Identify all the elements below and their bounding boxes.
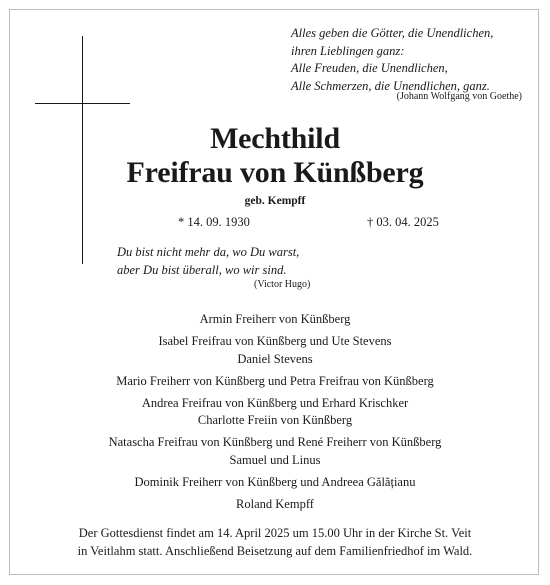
funeral-notice-line: Der Gottesdienst findet am 14. April 2025 um 15.00 Uhr in der Kirche St. Veit (78, 526, 472, 540)
mourner-line: Samuel und Linus (229, 452, 321, 467)
mourners-list (0, 311, 550, 518)
cross-horizontal-bar (35, 103, 130, 104)
hugo-quote (117, 244, 377, 279)
maiden-name: geb. Kempff (244, 195, 306, 207)
goethe-quote (291, 25, 531, 95)
goethe-quote-line: Alles geben die Götter, die Unendlichen, (291, 26, 494, 40)
funeral-notice (0, 525, 550, 560)
mourner-line: Daniel Stevens (237, 351, 313, 366)
deceased-first-name: Mechthild (210, 122, 340, 155)
goethe-attribution: (Johann Wolfgang von Goethe) (396, 91, 522, 102)
birth-date: * 14. 09. 1930 (178, 215, 250, 229)
mourner-line: Natascha Freifrau von Künßberg und René Freiherr von Künßberg (108, 435, 442, 449)
hugo-quote-line: Du bist nicht mehr da, wo Du warst, (117, 245, 300, 259)
goethe-quote-line: Alle Freuden, die Unendlichen, (291, 61, 448, 75)
mourner-line: Andrea Freifrau von Künßberg und Erhard Krischker (141, 395, 409, 410)
mourner-group (0, 434, 550, 469)
hugo-attribution: (Victor Hugo) (254, 279, 311, 290)
mourner-group (0, 496, 550, 514)
funeral-notice-line: in Veitlahm statt. Anschließend Beisetzung auf dem Familienfriedhof im Wald. (77, 543, 473, 558)
death-date: † 03. 04. 2025 (367, 215, 439, 229)
mourner-line: Roland Kempff (236, 496, 314, 511)
mourner-line: Isabel Freifrau von Künßberg und Ute Stevens (158, 334, 392, 348)
mourner-group (0, 373, 550, 391)
mourner-line: Armin Freiherr von Künßberg (199, 312, 351, 326)
goethe-quote-line: Alle Schmerzen, die Unendlichen, ganz. (291, 78, 490, 93)
mourner-line: Charlotte Freiin von Künßberg (197, 413, 353, 427)
mourner-group (0, 395, 550, 430)
mourner-line: Dominik Freiherr von Künßberg und Andreea Gălățianu (134, 474, 416, 489)
mourner-group (0, 474, 550, 492)
mourner-group (0, 311, 550, 329)
hugo-quote-line: aber Du bist überall, wo wir sind. (117, 262, 287, 277)
deceased-title-surname: Freifrau von Künßberg (126, 156, 424, 189)
mourner-group (0, 333, 550, 368)
goethe-quote-line: ihren Lieblingen ganz: (291, 43, 405, 58)
mourner-line: Mario Freiherr von Künßberg und Petra Freifrau von Künßberg (116, 373, 434, 388)
